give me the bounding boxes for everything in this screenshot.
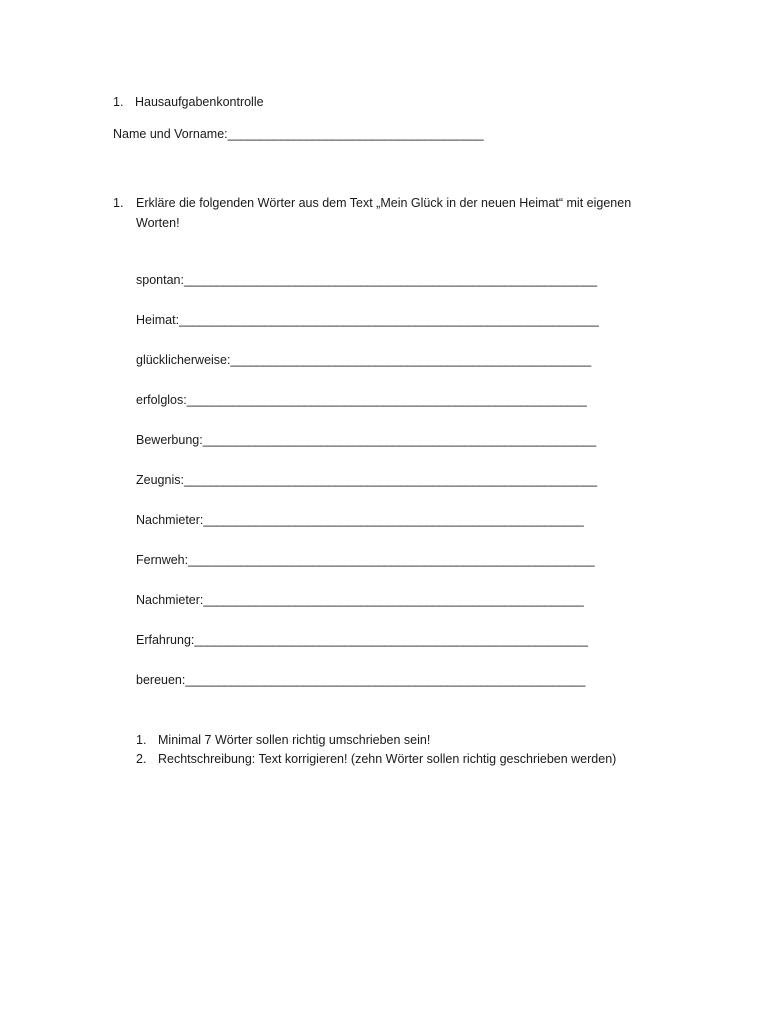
title-text: Hausaufgabenkontrolle <box>135 95 264 109</box>
criteria-item <box>136 751 616 767</box>
word-label: erfolglos: <box>136 393 187 407</box>
criteria-number: 1. <box>136 733 147 747</box>
answer-line: ____________________________________________________________ <box>202 433 596 447</box>
name-field <box>113 126 483 142</box>
answer-line: ______________________________________________________________ <box>188 553 595 567</box>
worksheet-title <box>113 94 264 110</box>
answer-line: __________________________________________________________ <box>203 593 584 607</box>
answer-line: __________________________________________________________ <box>203 513 584 527</box>
word-row <box>136 472 597 488</box>
word-label: Nachmieter: <box>136 593 204 607</box>
title-number: 1. <box>113 95 124 109</box>
word-label: Nachmieter: <box>136 513 204 527</box>
word-row <box>136 432 596 448</box>
word-row <box>136 272 597 288</box>
word-row <box>136 672 585 688</box>
answer-line: _______________________________________________________________ <box>183 473 597 487</box>
criteria-number: 2. <box>136 752 147 766</box>
task-number: 1. <box>113 196 124 210</box>
name-label: Name und Vorname: <box>113 127 228 141</box>
answer-line: _____________________________________________________________ <box>185 673 586 687</box>
answer-line: ________________________________________________________________ <box>179 313 599 327</box>
word-label: Heimat: <box>136 313 180 327</box>
criteria-item <box>136 732 430 748</box>
criteria-text: Minimal 7 Wörter sollen richtig umschrieben sein! <box>158 733 431 747</box>
word-row <box>136 552 594 568</box>
word-row <box>136 352 591 368</box>
word-label: glücklicherweise: <box>136 353 231 367</box>
word-label: spontan: <box>136 273 184 287</box>
word-row <box>136 512 583 528</box>
answer-line: _______________________________________________________________ <box>183 273 597 287</box>
word-row <box>136 312 598 328</box>
answer-line: _____________________________________________________________ <box>186 393 587 407</box>
name-underline: _______________________________________ <box>227 127 484 141</box>
answer-line: ____________________________________________________________ <box>194 633 588 647</box>
word-label: Zeugnis: <box>136 473 184 487</box>
word-row <box>136 632 588 648</box>
word-label: Bewerbung: <box>136 433 203 447</box>
word-label: Erfahrung: <box>136 633 195 647</box>
task-instruction: Erkläre die folgenden Wörter aus dem Text „Mein Glück in der neuen Heimat“ mit eigenen Worten! <box>136 196 632 230</box>
word-row <box>136 592 583 608</box>
answer-line: _______________________________________________________ <box>230 353 591 367</box>
word-label: Fernweh: <box>136 553 189 567</box>
word-label: bereuen: <box>136 673 186 687</box>
criteria-text: Rechtschreibung: Text korrigieren! (zehn Wörter sollen richtig geschrieben werden) <box>158 752 617 766</box>
word-row <box>136 392 586 408</box>
